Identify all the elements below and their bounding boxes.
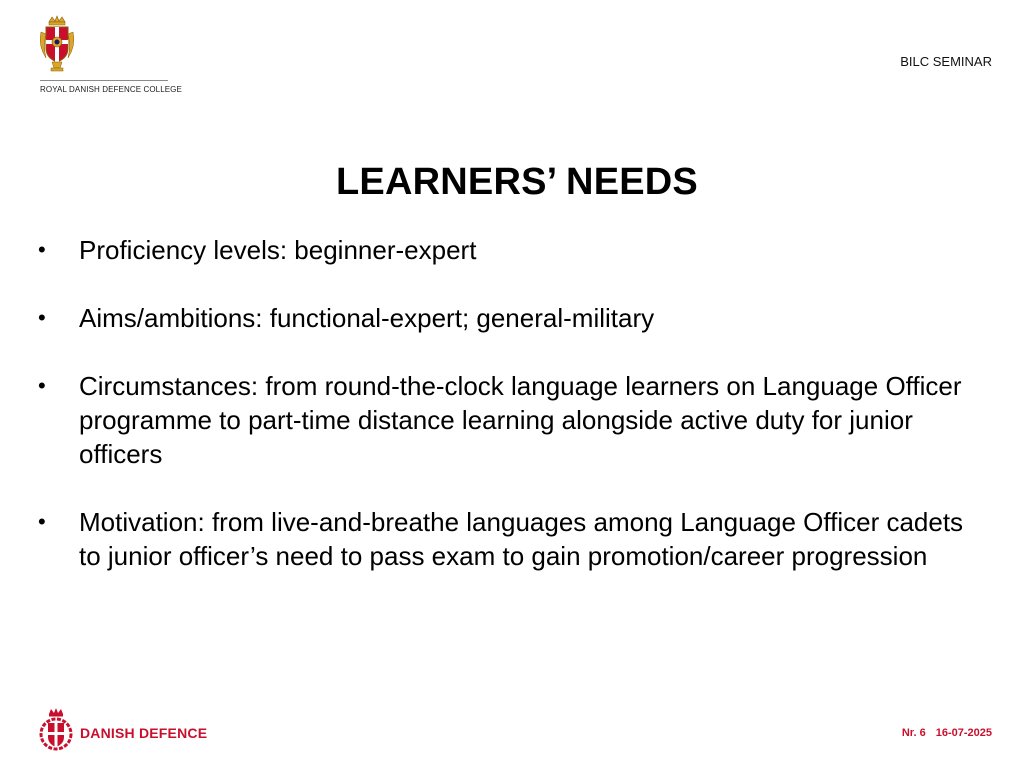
slide-title: LEARNERS’ NEEDS xyxy=(336,161,698,203)
slide-date: 16-07-2025 xyxy=(935,727,992,739)
slide-footer-meta xyxy=(902,727,992,739)
college-logo xyxy=(38,14,182,96)
bullet-item xyxy=(38,505,978,573)
bullet-item xyxy=(38,369,978,471)
bullet-icon: • xyxy=(38,237,46,262)
bullet-text-proficiency: Proficiency levels: beginner-expert xyxy=(79,235,477,265)
seminar-label: BILC SEMINAR xyxy=(900,54,992,69)
college-logo-divider xyxy=(40,80,168,81)
college-name: ROYAL DANISH DEFENCE COLLEGE xyxy=(40,85,182,94)
bullet-icon: • xyxy=(38,305,46,330)
bullet-item xyxy=(38,233,978,267)
bullet-text-circumstances: Circumstances: from round-the-clock language learners on Language Officer programme to part-time distance learning alongside active duty for junior officers xyxy=(79,371,962,469)
royal-danish-defence-college-crest-icon xyxy=(38,14,76,74)
bullet-list xyxy=(38,233,978,607)
slide-number: Nr. 6 xyxy=(901,727,926,739)
bullet-icon: • xyxy=(38,373,46,398)
bullet-item xyxy=(38,301,978,335)
danish-defence-wordmark: DANISH DEFENCE xyxy=(80,725,208,741)
bullet-text-aims: Aims/ambitions: functional-expert; general-military xyxy=(79,303,655,333)
danish-defence-emblem-icon xyxy=(38,707,74,751)
bullet-text-motivation: Motivation: from live-and-breathe languages among Language Officer cadets to junior officer’s need to pass exam to gain promotion/career progression xyxy=(79,507,964,571)
danish-defence-logo xyxy=(38,707,208,753)
bullet-icon: • xyxy=(38,509,46,534)
